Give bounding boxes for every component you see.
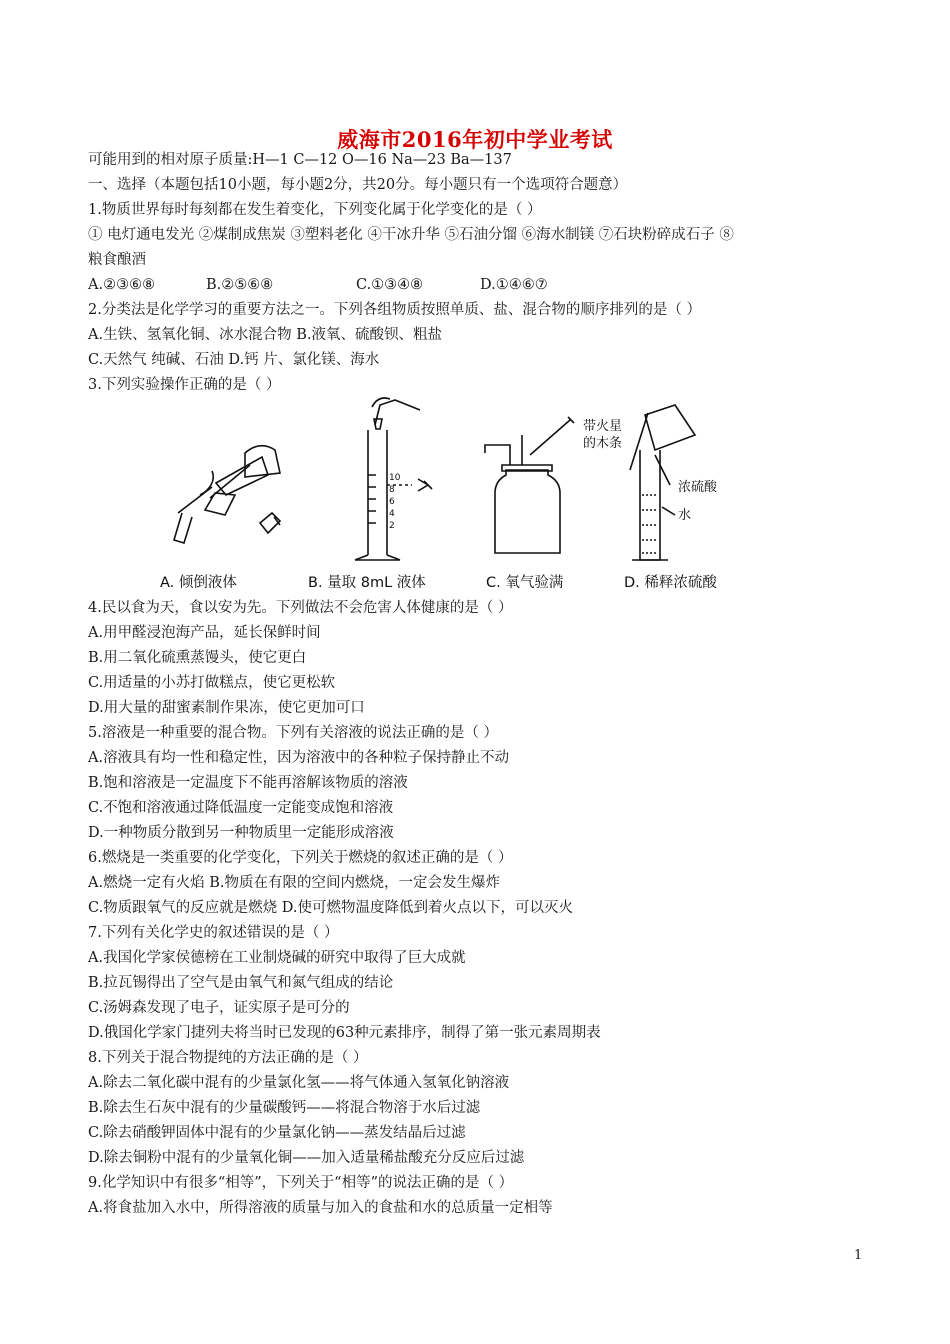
cylinder-tick-2: 2 (389, 521, 395, 531)
section-heading: 一、选择（本题包括10小题，每小题2分，共20分。每小题只有一个选项符合题意） (88, 177, 628, 193)
q1-option-d: D.①④⑥⑦ (480, 277, 548, 293)
caption-b: B. 量取 8mL 液体 (308, 575, 426, 591)
q4-stem: 4.民以食为天，食以安为先。下列做法不会危害人体健康的是（ ） (88, 600, 513, 616)
q9-option-a: A.将食盐加入水中，所得溶液的质量与加入的食盐和水的总质量一定相等 (88, 1200, 553, 1216)
figure-a-pouring (174, 446, 280, 543)
cylinder-tick-8: 8 (389, 485, 395, 495)
label-splint-2: 的木条 (583, 436, 623, 451)
q9-stem: 9.化学知识中有很多“相等”，下列关于“相等”的说法正确的是（ ） (88, 1175, 514, 1191)
label-splint-1: 带火星 (583, 419, 623, 434)
cylinder-tick-4: 4 (389, 509, 395, 519)
q5-option-c: C.不饱和溶液通过降低温度一定能变成饱和溶液 (88, 800, 394, 816)
q5-option-b: B.饱和溶液是一定温度下不能再溶解该物质的溶液 (88, 775, 408, 791)
q2-options-ab: A.生铁、氢氧化铜、冰水混合物 B.液氧、硫酸钡、粗盐 (88, 327, 442, 343)
q4-option-b: B.用二氧化硫熏蒸馒头，使它更白 (88, 650, 307, 666)
q6-stem: 6.燃烧是一类重要的化学变化，下列关于燃烧的叙述正确的是（ ） (88, 850, 513, 866)
label-water: 水 (678, 508, 692, 523)
q7-option-a: A.我国化学家侯德榜在工业制烧碱的研究中取得了巨大成就 (88, 950, 466, 966)
page-number: 1 (854, 1248, 863, 1263)
label-conc-acid: 浓硫酸 (678, 480, 718, 495)
q3-stem: 3.下列实验操作正确的是（ ） (88, 377, 281, 393)
q8-option-d: D.除去铜粉中混有的少量氧化铜——加入适量稀盐酸充分反应后过滤 (88, 1150, 525, 1166)
q7-option-b: B.拉瓦锡得出了空气是由氧气和氮气组成的结论 (88, 975, 394, 991)
q7-stem: 7.下列有关化学史的叙述错误的是（ ） (88, 925, 339, 941)
q1-option-c: C.①③④⑧ (356, 277, 424, 293)
q4-option-d: D.用大量的甜蜜素制作果冻，使它更加可口 (88, 700, 365, 716)
cylinder-tick-10: 10 (389, 473, 401, 483)
caption-d: D. 稀释浓硫酸 (624, 575, 717, 591)
caption-a: A. 倾倒液体 (160, 575, 237, 591)
q5-option-a: A.溶液具有均一性和稳定性，因为溶液中的各种粒子保持静止不动 (88, 750, 510, 766)
q1-items-line1: ① 电灯通电发光 ②煤制成焦炭 ③塑料老化 ④干冰升华 ⑤石油分馏 ⑥海水制镁 ⑦石块粉碎成石子 ⑧ (88, 227, 734, 243)
q7-option-c: C.汤姆森发现了电子，证实原子是可分的 (88, 1000, 350, 1016)
q8-stem: 8.下列关于混合物提纯的方法正确的是（ ） (88, 1050, 368, 1066)
q8-option-b: B.除去生石灰中混有的少量碳酸钙——将混合物溶于水后过滤 (88, 1100, 481, 1116)
q6-options-cd: C.物质跟氧气的反应就是燃烧 D.使可燃物温度降低到着火点以下，可以灭火 (88, 900, 574, 916)
page-title: 威海市2016年初中学业考试 (337, 127, 613, 152)
figure-c-bottle (485, 417, 574, 553)
q4-option-a: A.用甲醛浸泡海产品，延长保鲜时间 (88, 625, 321, 641)
cylinder-tick-6: 6 (389, 497, 395, 507)
q3-figure (150, 395, 790, 600)
q8-option-c: C.除去硝酸钾固体中混有的少量氯化钠——蒸发结晶后过滤 (88, 1125, 466, 1141)
q1-option-a: A.②③⑥⑧ (88, 277, 156, 293)
q5-stem: 5.溶液是一种重要的混合物。下列有关溶液的说法正确的是（ ） (88, 725, 498, 741)
q7-option-d: D.俄国化学家门捷列夫将当时已发现的63种元素排序，制得了第一张元素周期表 (88, 1025, 601, 1041)
q2-stem: 2.分类法是化学学习的重要方法之一。下列各组物质按照单质、盐、混合物的顺序排列的是（ ） (88, 302, 701, 318)
q2-options-cd: C.天然气 纯碱、石油 D.钙 片、氯化镁、海水 (88, 352, 380, 368)
q8-option-a: A.除去二氧化碳中混有的少量氯化氢——将气体通入氢氧化钠溶液 (88, 1075, 510, 1091)
q1-stem: 1.物质世界每时每刻都在发生着变化，下列变化属于化学变化的是（ ） (88, 202, 542, 218)
q4-option-c: C.用适量的小苏打做糕点，使它更松软 (88, 675, 336, 691)
q5-option-d: D.一种物质分散到另一种物质里一定能形成溶液 (88, 825, 394, 841)
q1-items-line2: 粮食酿酒 (88, 252, 146, 268)
q6-options-ab: A.燃烧一定有火焰 B.物质在有限的空间内燃烧，一定会发生爆炸 (88, 875, 500, 891)
atomic-masses: 可能用到的相对原子质量:H—1 C—12 O—16 Na—23 Ba—137 (88, 152, 512, 168)
caption-c: C. 氧气验满 (486, 575, 564, 591)
q1-option-b: B.②⑤⑥⑧ (206, 277, 274, 293)
q1-options (88, 275, 548, 295)
